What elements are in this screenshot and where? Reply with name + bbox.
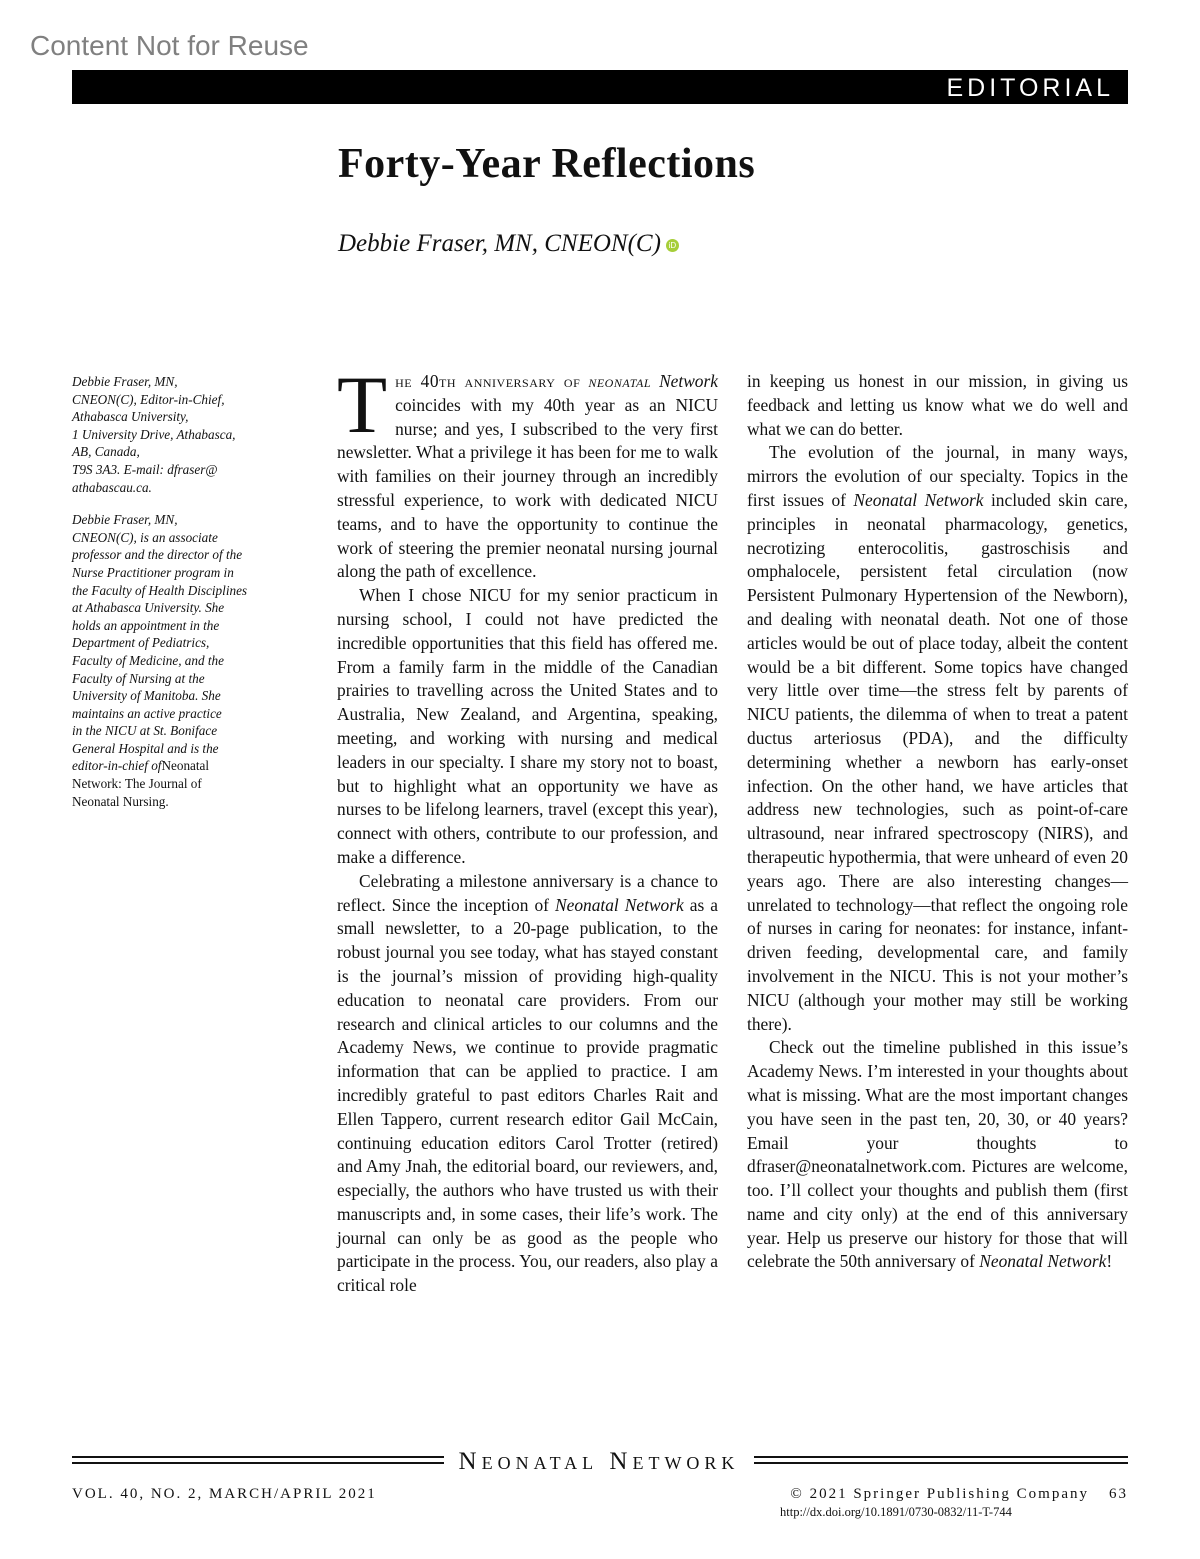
page-number: 63	[1109, 1486, 1128, 1502]
footer-journal-name: Neonatal Network	[458, 1448, 740, 1475]
orcid-icon[interactable]: iD	[666, 239, 679, 252]
affiliation-line: T9S 3A3. E-mail: dfraser@	[72, 461, 218, 477]
section-banner: EDITORIAL	[72, 70, 1128, 104]
bio-line: General Hospital and is the	[72, 740, 219, 756]
affiliation-line: 1 University Drive, Athabasca,	[72, 426, 236, 442]
bio-journal-name: Neonatal	[161, 758, 210, 774]
footer-volume: VOL. 40, NO. 2, MARCH/APRIL 2021	[72, 1486, 377, 1502]
drop-cap: T	[337, 359, 388, 450]
bio-line: Nurse Practitioner program in	[72, 564, 234, 580]
footer-rule-left	[72, 1456, 444, 1464]
affiliation-line: AB, Canada,	[72, 444, 140, 460]
bio-line: Department of Pediatrics,	[72, 635, 210, 651]
paragraph-text: as a small newsletter, to a 20-page publication, to the robust journal you see today, what has stayed constant is the journal’s mission of providing high-quality education to neonatal care providers. From our research and clinical articles to our columns and the Academy News, we continue to provide pragmatic information that can be applied to practice. I am incredibly grateful to past editors Charles Rait and Ellen Tappero, current research editor Gail McCain, continuing education editors Carol Trotter (retired) and Amy Jnah, the editorial board, our reviewers, and, especially, the authors who have trusted us with their manuscripts and, in some cases, their life’s work. The journal can only be as good as the people who participate in the process. You, our readers, also play a critical role	[337, 894, 719, 1296]
journal-name: Neonatal Network	[979, 1251, 1107, 1272]
journal-name: Neonatal Network	[555, 894, 684, 915]
paragraph-3-continued: in keeping us honest in our mission, in giving us feedback and letting us know what we do well and what we can do better.	[747, 371, 1128, 439]
bio-line: Faculty of Medicine, and the	[72, 652, 224, 668]
article-title: Forty-Year Reflections	[338, 141, 756, 187]
affiliation-line: CNEON(C), Editor-in-Chief,	[72, 391, 225, 407]
author-sidebar	[72, 373, 294, 825]
bio-journal-name: Neonatal Nursing.	[72, 793, 169, 809]
author-bio	[72, 511, 294, 810]
author-affiliation	[72, 373, 294, 496]
journal-name: Neonatal Network	[853, 489, 984, 510]
bio-line: at Athabasca University. She	[72, 600, 225, 616]
article-column-2	[747, 370, 1128, 1274]
bio-line: editor-in-chief of	[72, 758, 162, 774]
paragraph-text: Celebrating a milestone anniversary is a chance to reflect. Since the inception of	[337, 870, 718, 915]
paragraph-text: Check out the timeline published in this issue’s Academy News. I’m interested in your thoughts about what is missing. What are the most important changes you have seen in the past ten, 20, 30, or 40 years? Email your thoughts to dfraser@neonatalnetwork.com. Pictures are welcome, too. I’ll collect your thoughts and publish them (first name and city only) at the end of this anniversary year. Help us preserve our history for those that will celebrate the 50th anniversary of	[747, 1037, 1128, 1272]
doi-link[interactable]: http://dx.doi.org/10.1891/0730-0832/11-T-744	[780, 1505, 1012, 1519]
paragraph-5	[747, 1036, 1128, 1274]
paragraph-text: coincides with my 40th year as an NICU nurse; and yes, I subscribed to the very first newsletter. What a privilege it has been for me to walk with families on their journey through an incredibly stressful experience, to work with dedicated NICU teams, and to have the opportunity to continue the work of steering the premier neonatal nursing journal along the path of excellence.	[337, 394, 718, 582]
lead-in: he 40th anniversary of	[395, 371, 581, 391]
bio-line: professor and the director of the	[72, 547, 243, 563]
bio-journal-name: Network: The Journal of	[72, 776, 202, 792]
paragraph-text: included skin care, principles in neonatal pharmacology, genetics, necrotizing enterocolitis, gastroschisis and omphalocele, persistent fetal circulation (now Persistent Pulmonary Hypertension of the Newborn), and dealing with neonatal death. Not one of those articles would be out of place today, albeit the content would be a bit different. Some topics have changed very little over time—the stress felt by parents of NICU patients, the dilemma of when to treat a patent ductus arteriosus (PDA), and the difficulty determining whether a newborn has early-onset infection. On the other hand, we have articles that address new technologies, such as point-of-care ultrasound, near infrared spectroscopy (NIRS), and therapeutic hypothermia, that were unheard of even 20 years ago. There are also interesting changes—unrelated to technology—that reflect the ongoing role of nurses in caring for neonates: for instance, infant-driven feeding, developmental care, and family involvement in the NICU. This is not your mother’s NICU (although your mother may still be working there).	[747, 489, 1129, 1034]
footer-rule-right	[754, 1456, 1128, 1464]
bio-line: maintains an active practice	[72, 705, 222, 721]
affiliation-line: athabascau.ca.	[72, 479, 152, 495]
bio-line: Faculty of Nursing at the	[72, 670, 205, 686]
affiliation-line: Debbie Fraser, MN,	[72, 374, 178, 389]
author-name: Debbie Fraser, MN, CNEON(C)	[338, 230, 661, 257]
article-column-1	[337, 359, 719, 1298]
bio-line: Debbie Fraser, MN,	[72, 512, 178, 528]
paragraph-4	[747, 441, 1128, 1036]
footer-copyright: © 2021 Springer Publishing Company	[790, 1486, 1089, 1502]
bio-line: the Faculty of Health Disciplines	[72, 582, 248, 598]
journal-name: neonatal	[588, 371, 652, 391]
bio-line: holds an appointment in the	[72, 617, 220, 633]
bio-line: in the NICU at St. Boniface	[72, 723, 218, 739]
author-byline	[338, 230, 679, 258]
footer-copyright-block	[790, 1486, 1128, 1503]
journal-name: Network	[659, 371, 718, 391]
watermark: Content Not for Reuse	[30, 30, 309, 61]
paragraph-2: When I chose NICU for my senior practicum in nursing school, I could not have predicted the incredible opportunities that this field has offered me. From a family farm in the middle of the Canadian prairies to travelling across the United States and to Australia, New Zealand, and Argentina, speaking, meeting, and working with nursing and medical leaders in our specialty. I share my story not to boast, but to highlight what an opportunity we have as nurses to be lifelong learners, travel (except this year), connect with others, contribute to our profession, and make a difference.	[337, 585, 718, 867]
paragraph-1	[337, 359, 718, 584]
bio-line: University of Manitoba. She	[72, 688, 221, 704]
paragraph-text: The evolution of the journal, in many ways, mirrors the evolution of our specialty. Topics in the first issues of	[747, 442, 1128, 510]
paragraph-3	[337, 870, 718, 1298]
affiliation-line: Athabasca University,	[72, 409, 189, 425]
paragraph-text: !	[1106, 1251, 1113, 1272]
bio-line: CNEON(C), is an associate	[72, 529, 218, 545]
